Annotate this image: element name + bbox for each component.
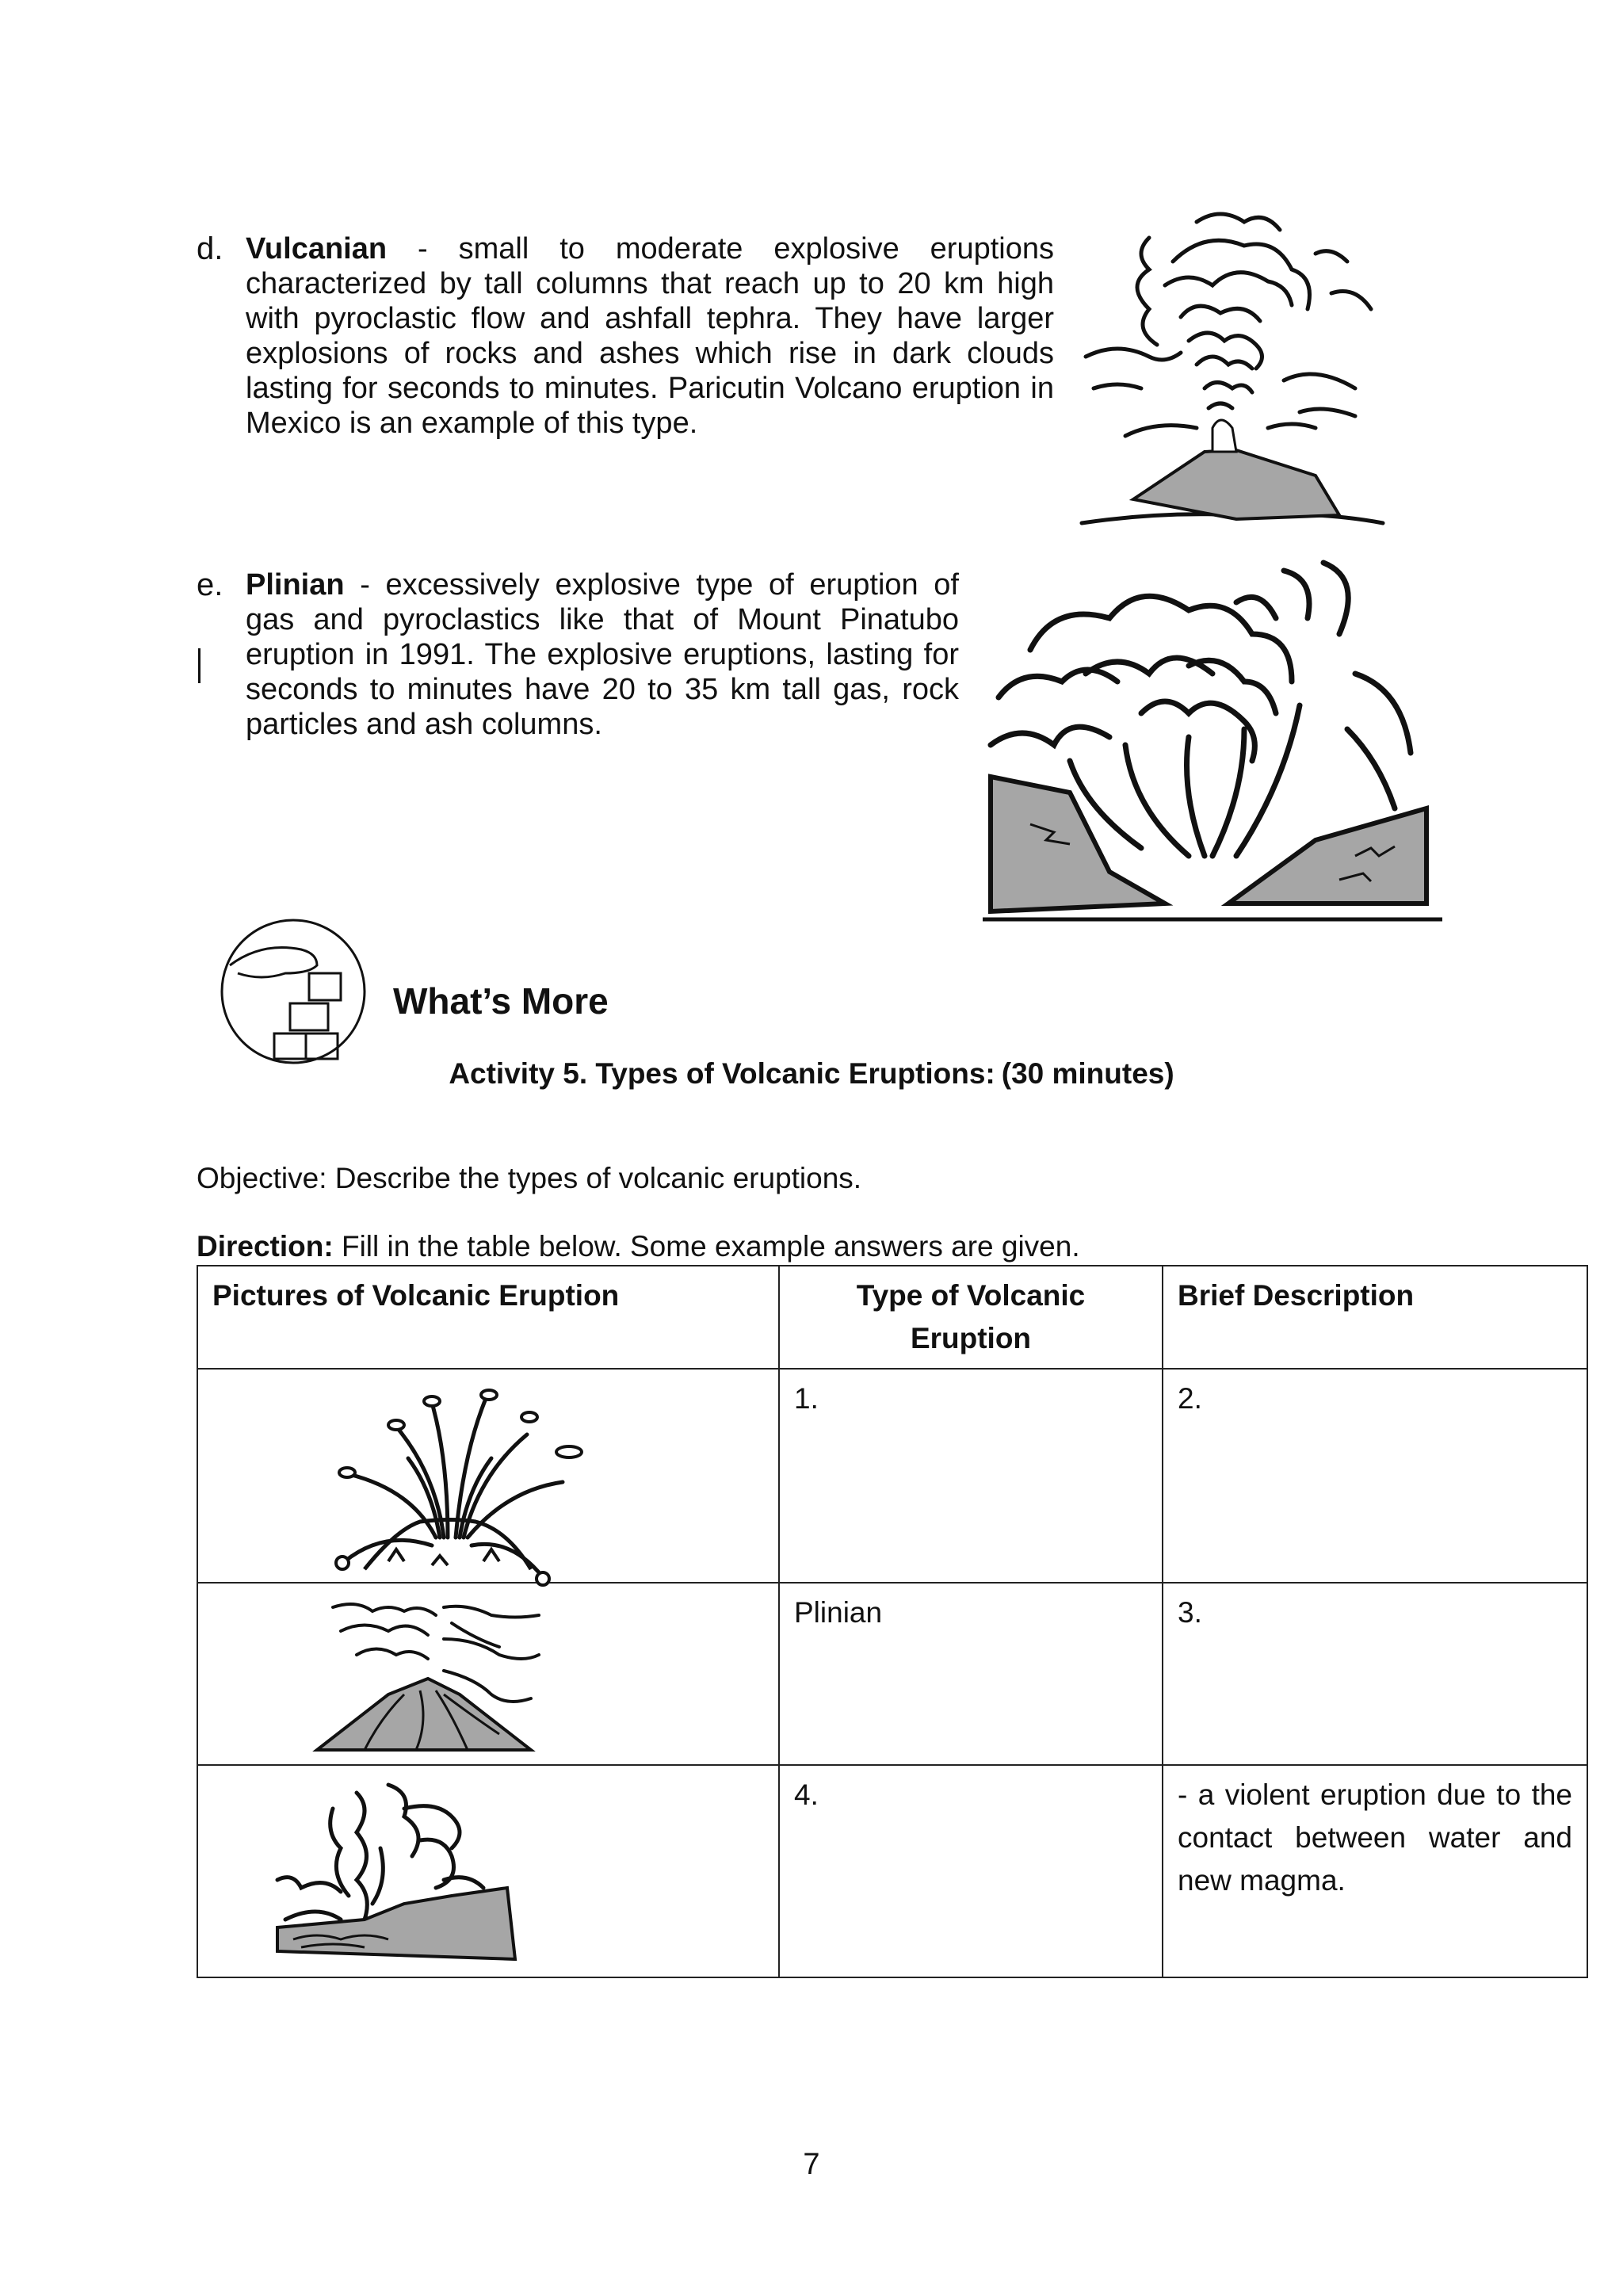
item-plinian [197, 567, 973, 758]
type-cell: Plinian [779, 1583, 1163, 1765]
table-header-pictures: Pictures of Volcanic Eruption [197, 1266, 779, 1369]
type-cell: 1. [779, 1369, 1163, 1583]
direction-text [197, 1230, 1080, 1263]
item-term: Vulcanian [246, 232, 388, 266]
item-letter: e. [197, 567, 223, 602]
plinian-eruption-illustration [983, 555, 1442, 927]
item-vulcanian [197, 231, 1060, 453]
direction-body: Fill in the table below. Some example answers are given. [341, 1230, 1080, 1263]
item-term: Plinian [246, 568, 345, 602]
table-row [197, 1369, 1587, 1583]
hand-stacking-blocks-icon [214, 918, 372, 1065]
table-header-description: Brief Description [1163, 1266, 1587, 1369]
description-cell: 2. [1163, 1369, 1587, 1583]
item-body [246, 567, 959, 742]
description-cell: - a violent eruption due to the contact between water and new magma. [1163, 1765, 1587, 1977]
page-number: 7 [803, 2148, 820, 2181]
description-cell: 3. [1163, 1583, 1587, 1765]
item-letter: d. [197, 231, 223, 266]
margin-mark [198, 648, 200, 683]
activity-title [0, 1057, 1623, 1091]
activity-duration: (30 minutes) [1001, 1057, 1174, 1090]
vulcanian-eruption-illustration [1078, 198, 1387, 531]
plinian-eruption-small-illustration [317, 1591, 555, 1758]
eruption-table [197, 1265, 1588, 1978]
picture-cell [197, 1765, 779, 1977]
activity-name: Activity 5. Types of Volcanic Eruptions: [449, 1057, 995, 1090]
picture-cell [197, 1369, 779, 1583]
strombolian-eruption-illustration [277, 1379, 642, 1577]
objective-text: Objective: Describe the types of volcanic eruptions. [197, 1162, 862, 1194]
item-description: - small to moderate explosive eruptions characterized by tall columns that reach up to 20 km high with pyroclastic flow and ashfall tephra. They have larger explosions of rocks and ashes which rise in dark clouds lasting for seconds to minutes. Paricutin Volcano eruption in Mexico is an example of this type. [246, 232, 1054, 440]
type-cell: 4. [779, 1765, 1163, 1977]
picture-cell [197, 1583, 779, 1765]
item-description: - excessively explosive type of eruption of gas and pyroclastics like that of Mount Pinatubo eruption in 1991. The explosive eruptions, lasting for seconds to minutes have 20 to 35 km tall gas, rock particles and ash columns. [246, 568, 959, 741]
section-title: What’s More [393, 980, 609, 1022]
direction-label: Direction: [197, 1230, 334, 1263]
table-header-type: Type of Volcanic Eruption [779, 1266, 1163, 1369]
table-row [197, 1765, 1587, 1977]
table-header-row [197, 1266, 1587, 1369]
item-body [246, 231, 1054, 441]
phreatomagmatic-eruption-illustration [269, 1777, 555, 1967]
table-row [197, 1583, 1587, 1765]
